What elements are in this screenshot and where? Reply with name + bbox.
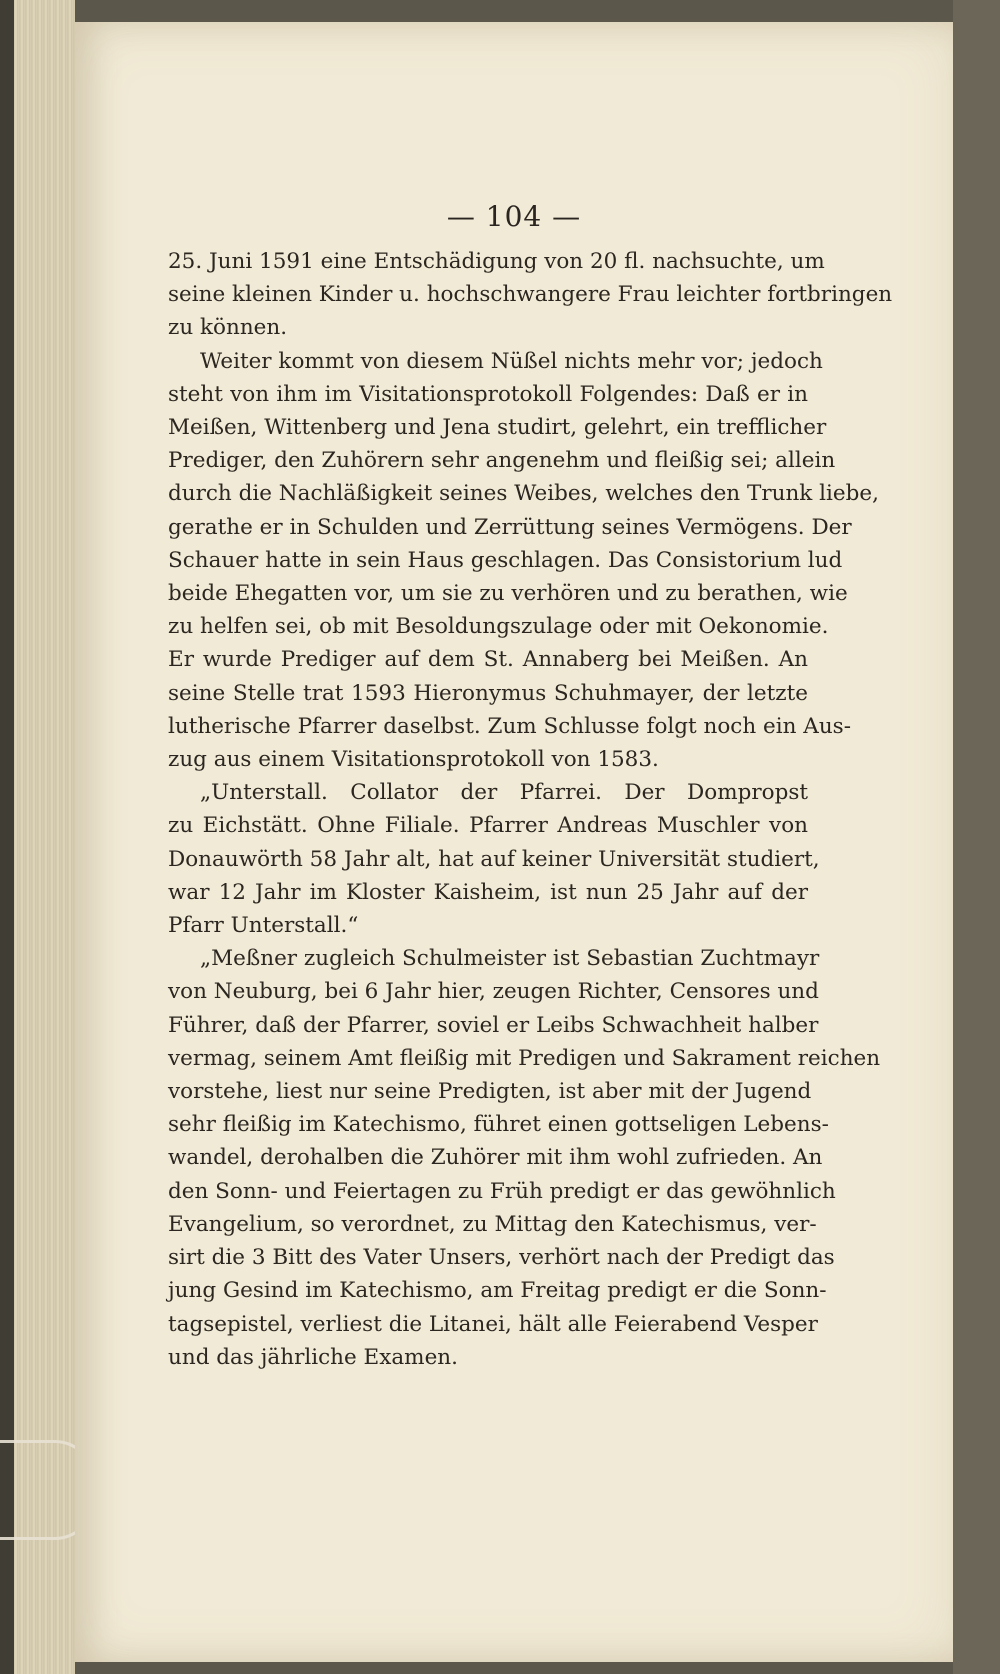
text-line: Meißen, Wittenberg und Jena studirt, gelehrt, ein trefflicher	[168, 415, 827, 441]
paragraph	[168, 776, 820, 942]
text-line: beide Ehegatten vor, um sie zu verhören und zu berathen, wie	[168, 581, 848, 607]
text-line: Pfarr Unterstall.“	[168, 913, 359, 939]
text-line: „Meßner zugleich Schulmeister ist Sebastian Zuchtmayr	[200, 946, 820, 972]
text-line: tagsepistel, verliest die Litanei, hält alle Feierabend Vesper	[168, 1311, 818, 1337]
text-line: zu helfen sei, ob mit Besoldungszulage oder mit Oekonomie.	[168, 614, 829, 640]
text-line: 25. Juni 1591 eine Entschädigung von 20 fl. nachsuchte, um	[168, 249, 825, 274]
paragraph	[168, 245, 893, 345]
spine-shadow	[0, 0, 14, 1674]
text-line: Prediger, den Zuhörern sehr angenehm und fleißig sei; allein	[168, 448, 836, 474]
text-line: Führer, daß der Pfarrer, soviel er Leibs Schwachheit halber	[168, 1012, 819, 1038]
text-line: vorstehe, liest nur seine Predigten, ist aber mit der Jugend	[168, 1079, 812, 1105]
text-line: und das jährliche Examen.	[168, 1344, 458, 1370]
background-right	[953, 0, 1000, 1674]
text-line: seine Stelle trat 1593 Hieronymus Schuhmayer, der letzte	[168, 680, 808, 706]
text-line: seine kleinen Kinder u. hochschwangere Frau leichter fortbringen	[168, 282, 893, 308]
text-line: sehr fleißig im Katechismo, führet einen gottseligen Lebens-	[168, 1112, 829, 1138]
text-line: Evangelium, so verordnet, zu Mittag den Katechismus, ver-	[168, 1211, 817, 1237]
text-line: jung Gesind im Katechismo, am Freitag predigt er die Sonn-	[168, 1278, 827, 1304]
text-line: Er wurde Prediger auf dem St. Annaberg bei Meißen. An	[168, 647, 808, 673]
text-line: vermag, seinem Amt fleißig mit Predigen und Sakrament reichen	[168, 1045, 881, 1071]
paragraph	[168, 345, 879, 777]
text-line: „Unterstall. Collator der Pfarrei. Der Dompropst	[200, 780, 808, 806]
text-line: den Sonn- und Feiertagen zu Früh predigt er das gewöhnlich	[168, 1178, 836, 1204]
text-line: zug aus einem Visitationsprotokoll von 1583.	[168, 747, 659, 773]
text-line: sirt die 3 Bitt des Vater Unsers, verhört nach der Predigt das	[168, 1245, 835, 1271]
text-line: war 12 Jahr im Kloster Kaisheim, ist nun 25 Jahr auf der	[168, 879, 808, 905]
text-line: durch die Nachläßigkeit seines Weibes, welches den Trunk liebe,	[168, 481, 879, 507]
text-line: zu Eichstätt. Ohne Filiale. Pfarrer Andreas Muschler von	[168, 813, 808, 839]
text-line: Weiter kommt von diesem Nüßel nichts mehr vor; jedoch	[200, 348, 823, 374]
text-line: wandel, derohalben die Zuhörer mit ihm wohl zufrieden. An	[168, 1145, 823, 1171]
body-text	[168, 245, 893, 1374]
text-line: Schauer hatte in sein Haus geschlagen. Das Consistorium lud	[168, 547, 843, 573]
text-line: zu können.	[168, 315, 288, 341]
text-line: steht von ihm im Visitationsprotokoll Folgendes: Daß er in	[168, 381, 808, 407]
page-number: — 104 —	[446, 200, 582, 233]
paragraph	[168, 942, 881, 1374]
text-line: Donauwörth 58 Jahr alt, hat auf keiner Universität studiert,	[168, 846, 820, 872]
text-line: gerathe er in Schulden und Zerrüttung seines Vermögens. Der	[168, 514, 852, 540]
text-line: lutherische Pfarrer daselbst. Zum Schlusse folgt noch ein Aus-	[168, 713, 851, 739]
text-line: von Neuburg, bei 6 Jahr hier, zeugen Richter, Censores und	[168, 979, 819, 1005]
